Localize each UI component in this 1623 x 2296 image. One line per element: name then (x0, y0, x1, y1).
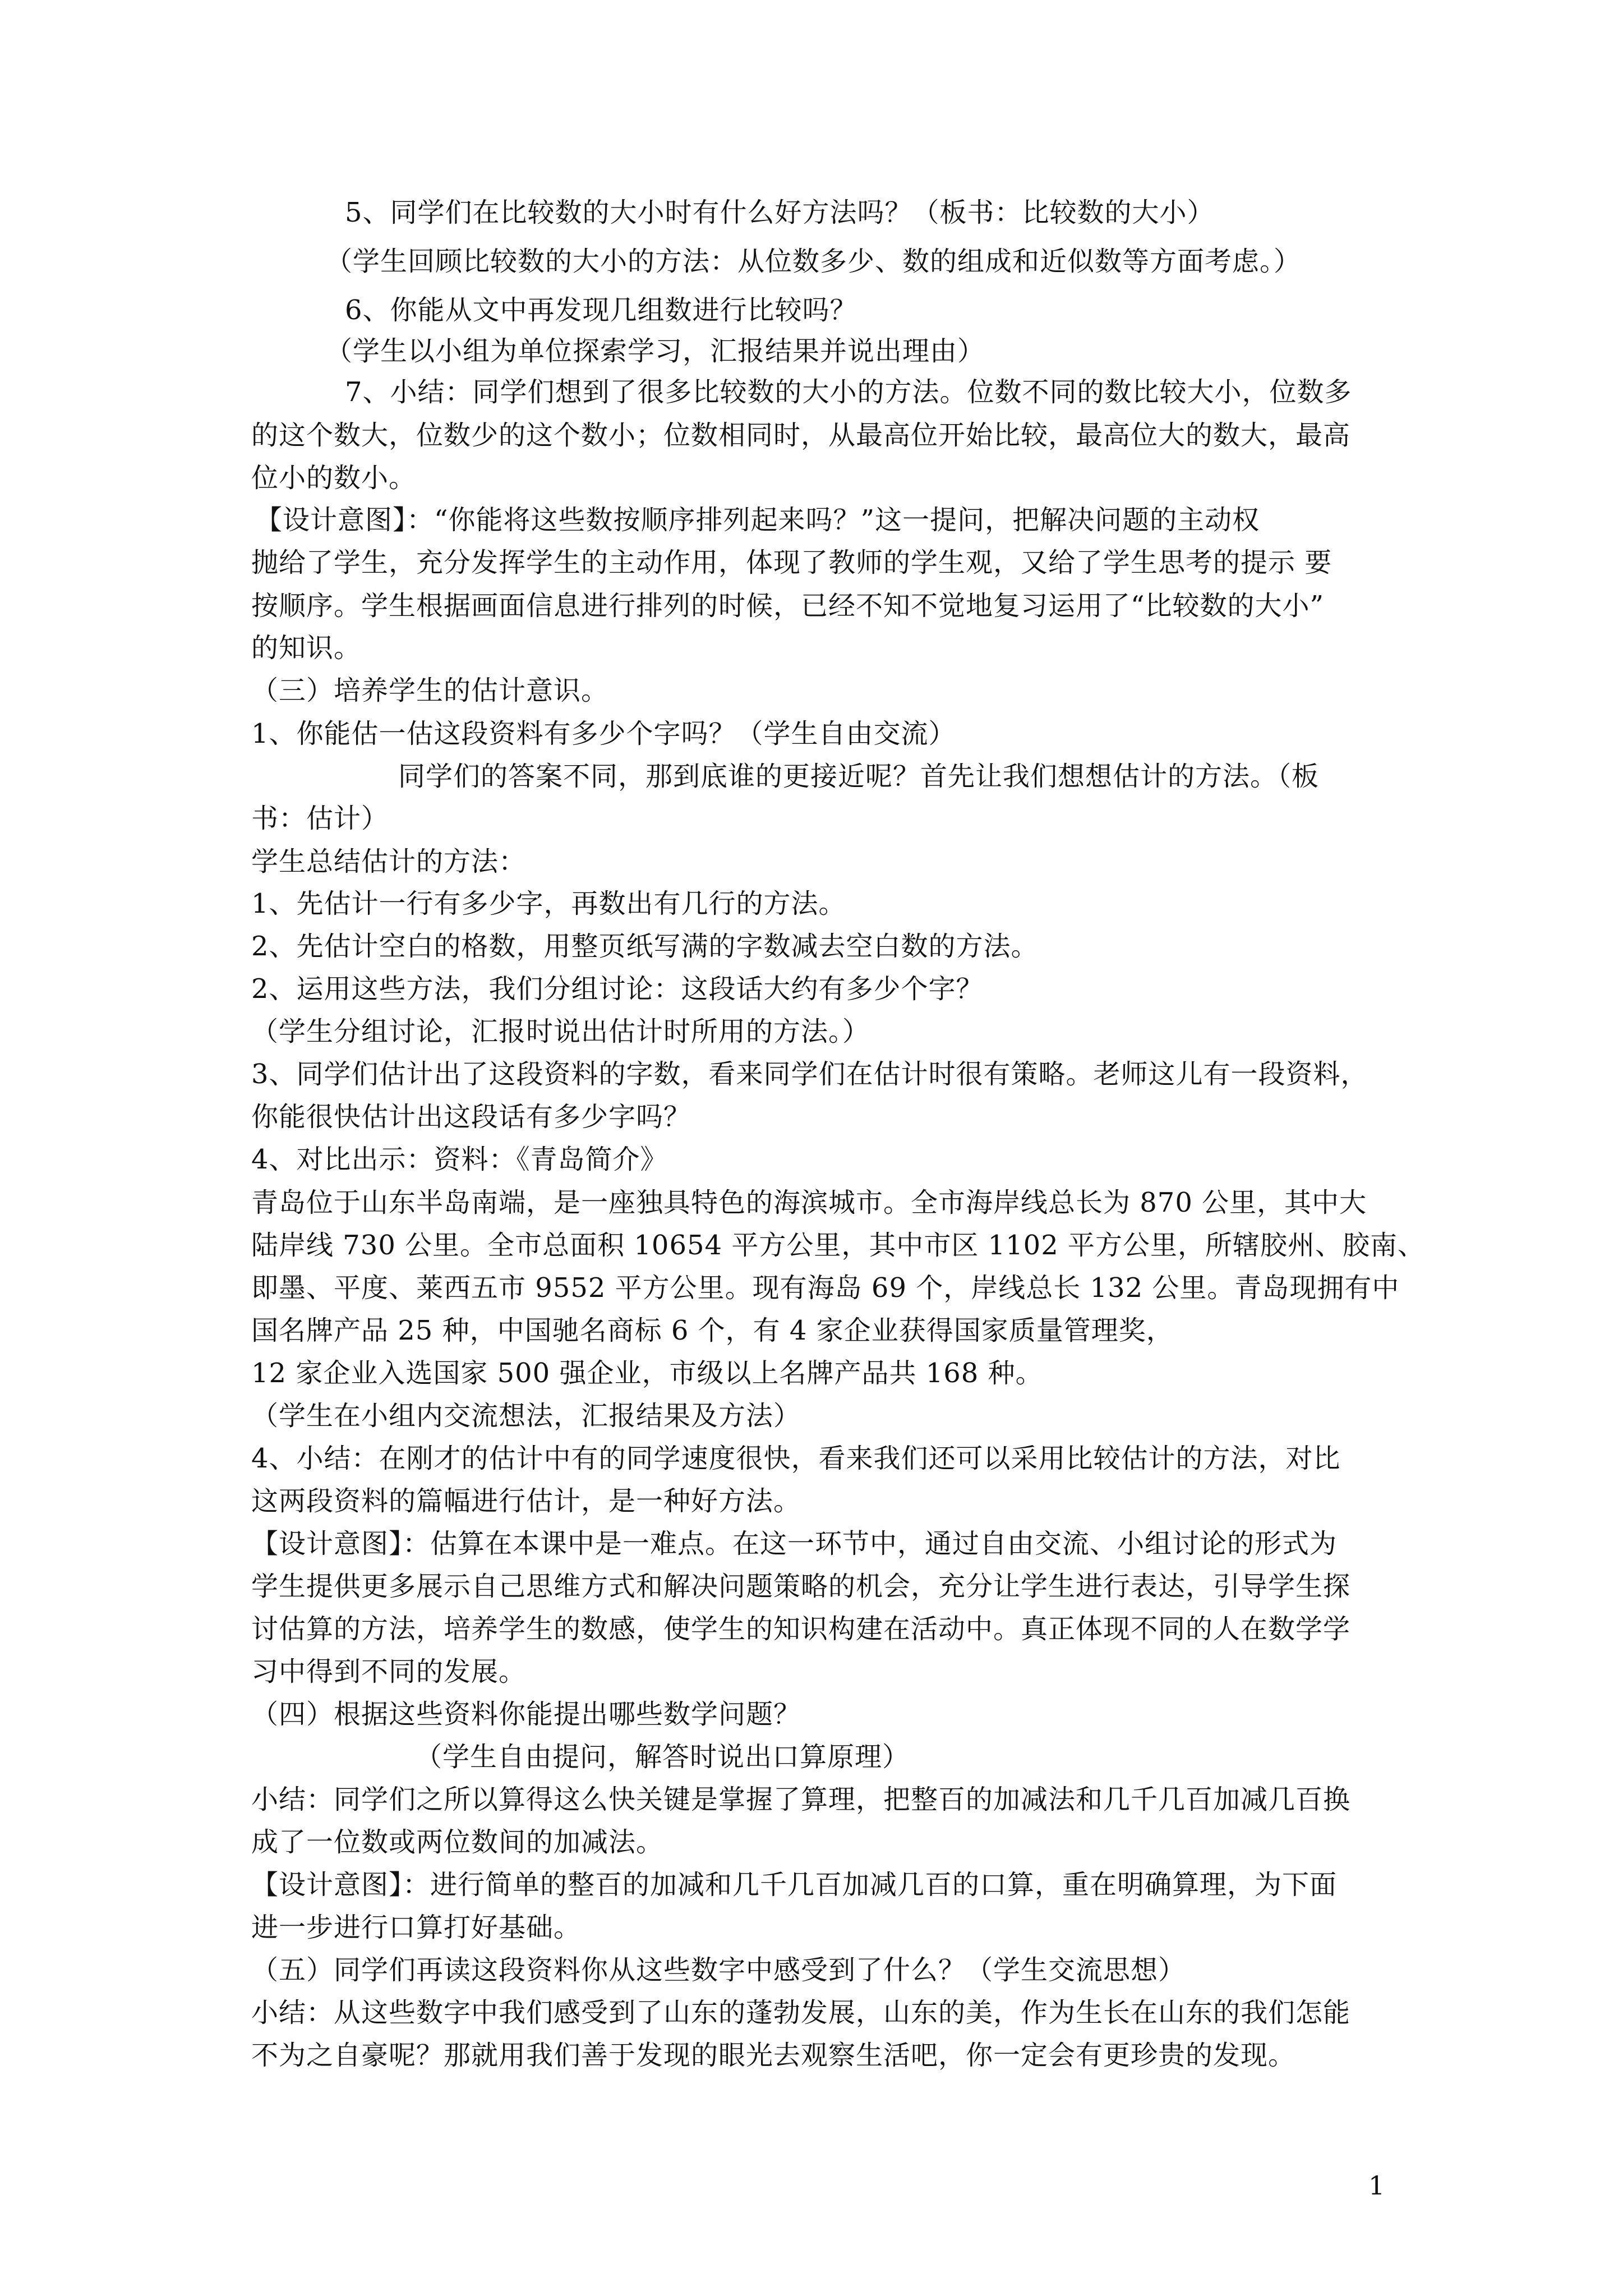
text-line: 2、先估计空白的格数，用整页纸写满的字数减去空白数的方法。 (251, 931, 1039, 962)
text-line: （学生自由提问，解答时说出口算原理） (415, 1741, 910, 1773)
text-line: 书：估计） (251, 803, 389, 834)
text-line: 学生总结估计的方法： (251, 846, 527, 877)
text-line: 4、小结：在刚才的估计中有的同学速度很快，看来我们还可以采用比较估计的方法，对比 (251, 1443, 1341, 1474)
text-line: 3、同学们估计出了这段资料的字数，看来同学们在估计时很有策略。老师这儿有一段资料， (251, 1059, 1368, 1090)
text-line: （学生回顾比较数的大小的方法：从位数多少、数的组成和近似数等方面考虑。） (325, 246, 1302, 277)
text-line: 国名牌产品 25 种，中国驰名商标 6 个，有 4 家企业获得国家质量管理奖， (251, 1315, 1174, 1346)
text-line: 5、同学们在比较数的大小时有什么好方法吗？（板书：比较数的大小） (345, 197, 1215, 228)
text-line: （学生以小组为单位探索学习，汇报结果并说出理由） (325, 335, 985, 367)
text-line: 小结：同学们之所以算得这么快关键是掌握了算理，把整百的加减法和几千几百加减几百换 (251, 1784, 1351, 1815)
section-heading: （四）根据这些资料你能提出哪些数学问题？ (251, 1699, 801, 1730)
text-line: 1、你能估一估这段资料有多少个字吗？（学生自由交流） (251, 718, 956, 749)
text-line: 青岛位于山东半岛南端，是一座独具特色的海滨城市。全市海岸线总长为 870 公里，其中大 (251, 1187, 1367, 1218)
section-heading: （五）同学们再读这段资料你从这些数字中感受到了什么？（学生交流思想） (251, 1954, 1186, 1986)
text-line: 按顺序。学生根据画面信息进行排列的时候，已经不知不觉地复习运用了“比较数的大小” (251, 590, 1325, 622)
text-line: 12 家企业入选国家 500 强企业，市级以上名牌产品共 168 种。 (251, 1358, 1043, 1389)
text-line: （学生在小组内交流想法，汇报结果及方法） (251, 1400, 801, 1432)
text-line: 你能很快估计出这段话有多少字吗？ (251, 1101, 691, 1133)
text-line: 学生提供更多展示自己思维方式和解决问题策略的机会，充分让学生进行表达，引导学生探 (251, 1571, 1351, 1602)
section-heading: （三）培养学生的估计意识。 (251, 675, 609, 706)
text-line: 【设计意图】：“你能将这些数按顺序排列起来吗？”这一提问，把解决问题的主动权 (255, 504, 1260, 536)
text-line: 不为之自豪呢？那就用我们善于发现的眼光去观察生活吧，你一定会有更珍贵的发现。 (251, 2040, 1296, 2071)
text-line: 1、先估计一行有多少字，再数出有几行的方法。 (251, 888, 846, 919)
page-number: 1 (1368, 2170, 1385, 2201)
text-line: 位小的数小。 (251, 462, 417, 494)
text-line: 同学们的答案不同，那到底谁的更接近呢？首先让我们想想估计的方法。（板 (398, 761, 1320, 792)
text-line: 陆岸线 730 公里。全市总面积 10654 平方公里，其中市区 1102 平方公里，所辖胶州、胶南、 (251, 1230, 1426, 1261)
text-line: 6、你能从文中再发现几组数进行比较吗？ (345, 295, 857, 326)
text-line: （学生分组讨论，汇报时说出估计时所用的方法。） (251, 1016, 870, 1047)
text-line: 即墨、平度、莱西五市 9552 平方公里。现有海岛 69 个，岸线总长 132 公里。青岛现拥有中 (251, 1272, 1400, 1304)
text-line: 成了一位数或两位数间的加减法。 (251, 1826, 664, 1858)
text-line: 的知识。 (251, 632, 362, 664)
text-line: 7、小结：同学们想到了很多比较数的大小的方法。位数不同的数比较大小，位数多 (345, 376, 1352, 408)
text-line: 进一步进行口算打好基础。 (251, 1912, 582, 1943)
text-line: 这两段资料的篇幅进行估计，是一种好方法。 (251, 1485, 801, 1517)
text-line: 4、对比出示：资料：《青岛简介》 (251, 1144, 668, 1175)
text-line: 小结：从这些数字中我们感受到了山东的蓬勃发展，山东的美，作为生长在山东的我们怎能 (251, 1997, 1351, 2028)
text-line: 2、运用这些方法，我们分组讨论：这段话大约有多少个字？ (251, 973, 984, 1005)
text-line: 习中得到不同的发展。 (251, 1656, 527, 1687)
text-line: 【设计意图】：估算在本课中是一难点。在这一环节中，通过自由交流、小组讨论的形式为 (251, 1528, 1338, 1559)
text-line: 的这个数大，位数少的这个数小；位数相同时，从最高位开始比较，最高位大的数大，最高 (251, 420, 1351, 451)
text-line: 抛给了学生，充分发挥学生的主动作用，体现了教师的学生观，又给了学生思考的提示 要 (251, 547, 1332, 578)
text-line: 【设计意图】：进行简单的整百的加减和几千几百加减几百的口算，重在明确算理，为下面 (251, 1869, 1338, 1901)
text-line: 讨估算的方法，培养学生的数感，使学生的知识构建在活动中。真正体现不同的人在数学学 (251, 1613, 1351, 1645)
